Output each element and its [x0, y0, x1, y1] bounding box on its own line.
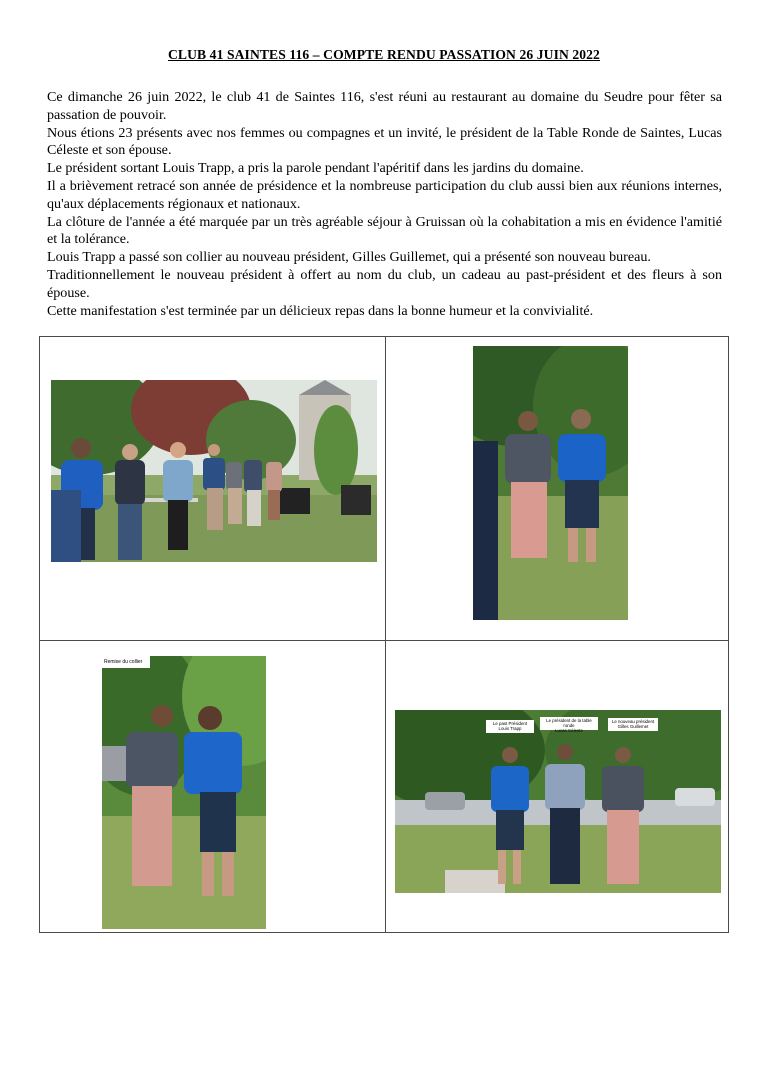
paragraph-2: Nous étions 23 présents avec nos femmes ou compagnes et un invité, le président de la Table Ronde de Saintes, Lucas Céleste et son épouse.: [47, 124, 722, 159]
grid-divider-vertical: [385, 337, 386, 932]
photo-grid: [39, 336, 729, 933]
photo-garden-group: [51, 380, 377, 562]
label-table-ronde-president: Le président de la table ronde Lucas Céleste: [540, 717, 598, 730]
paragraph-4: Il a brièvement retracé son année de présidence et la nombreuse participation du club aussi bien aux réunions internes, qu'aux déplacements régionaux et nationaux.: [47, 177, 722, 212]
label-past-president: Le past Président Louis Trapp: [486, 720, 534, 733]
photo-collar-handover: [102, 656, 266, 929]
report-body: [47, 89, 722, 320]
photo-caption-remise: Remise du collier: [102, 656, 150, 668]
paragraph-8: Cette manifestation s'est terminée par un délicieux repas dans la bonne humeur et la convivialité.: [47, 302, 594, 319]
document-title: CLUB 41 SAINTES 116 – COMPTE RENDU PASSATION 26 JUIN 2022: [168, 47, 600, 62]
photo-three-presidents: [395, 710, 721, 893]
paragraph-5: La clôture de l'année a été marquée par un très agréable séjour à Gruissan où la cohabitation a mis en évidence l'amitié et la tolérance.: [47, 213, 722, 248]
grid-divider-horizontal: [40, 640, 728, 641]
photo-two-presidents: [473, 346, 628, 620]
paragraph-3: Le président sortant Louis Trapp, a pris la parole pendant l'apéritif dans les jardins du domaine.: [47, 160, 584, 177]
paragraph-6: Louis Trapp a passé son collier au nouveau président, Gilles Guillemet, qui a présenté son nouveau bureau.: [47, 249, 651, 266]
paragraph-1: Ce dimanche 26 juin 2022, le club 41 de Saintes 116, s'est réuni au restaurant au domaine du Seudre pour fêter sa passation de pouvoir.: [47, 89, 722, 123]
paragraph-7: Traditionnellement le nouveau président à offert au nom du club, un cadeau au past-président et des fleurs à son épouse.: [47, 266, 722, 301]
label-new-president: Le nouveau président Gilles Guillemet: [608, 718, 658, 731]
